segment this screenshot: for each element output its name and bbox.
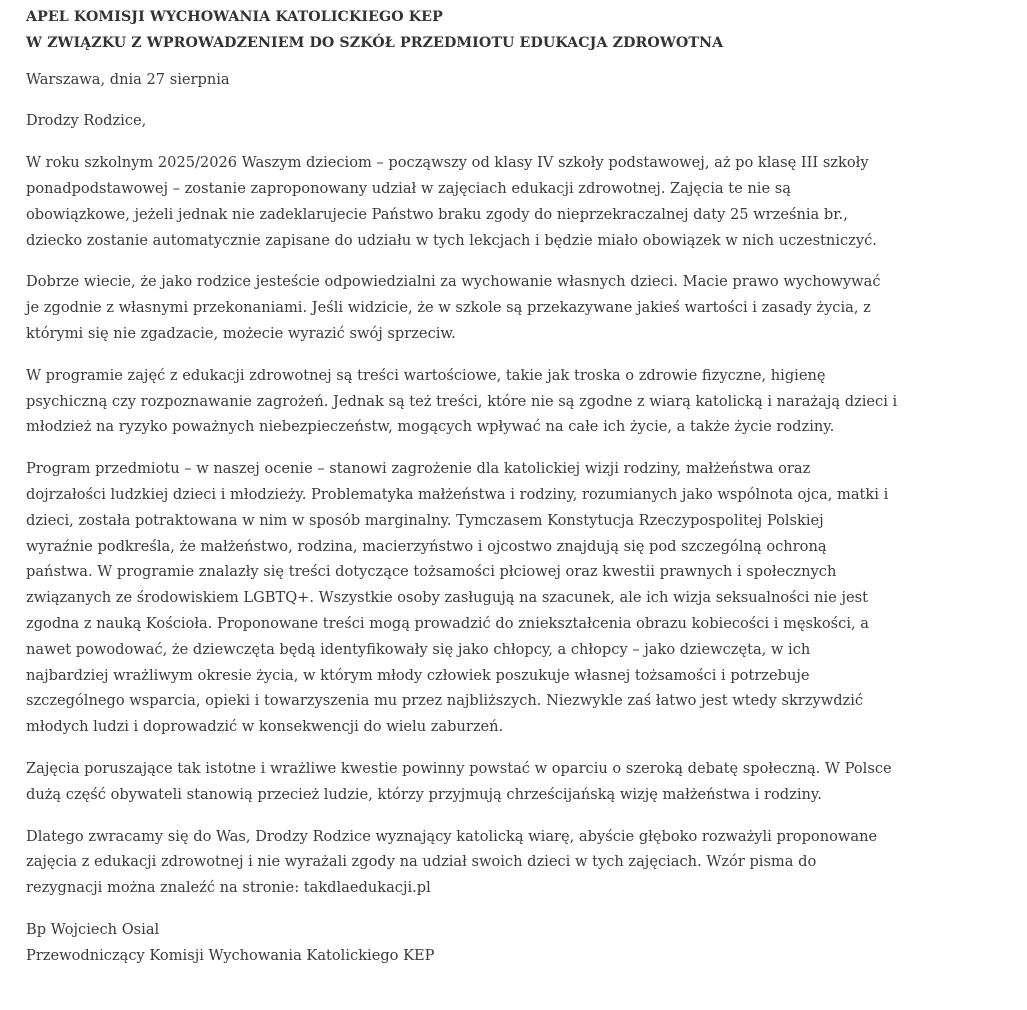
paragraph-line: Dlatego zwracamy się do Was, Drodzy Rodzice wyznający katolicką wiarę, abyście głęboko rozważyli proponowane [26,827,878,845]
paragraph-line: państwa. W programie znalazły się treści dotyczące tożsamości płciowej oraz kwestii prawnych i społecznych [26,563,837,581]
paragraph-1 [26,150,936,253]
paragraph-line: młodzież na ryzyko poważnych niebezpieczeństw, mogących wpływać na całe ich życie, a także życie rodziny. [26,418,835,436]
paragraph-line: młodych ludzi i doprowadzić w konsekwencji do wielu zaburzeń. [26,718,504,736]
signature-name: Bp Wojciech Osial [26,920,160,938]
paragraph-line: wyraźnie podkreśla, że małżeństwo, rodzina, macierzyństwo i ojcostwo znajdują się pod szczególną ochroną [26,537,827,555]
salutation: Drodzy Rodzice, [26,112,147,130]
paragraph-line: Zajęcia poruszające tak istotne i wrażliwe kwestie powinny powstać w oparciu o szeroką debatę społeczną. W Polsce [26,759,892,777]
title-line-1: APEL KOMISJI WYCHOWANIA KATOLICKIEGO KEP [26,9,443,25]
paragraph-line: Dobrze wiecie, że jako rodzice jesteście odpowiedzialni za wychowanie własnych dzieci. Macie prawo wychowywać [26,273,881,291]
paragraph-line: nawet powodować, że dziewczęta będą identyfikowały się jako chłopcy, a chłopcy – jako dziewczęta, w ich [26,640,811,658]
paragraph-line: zajęcia z edukacji zdrowotnej i nie wyrażali zgody na udział swoich dzieci w tych zajęciach. Wzór pisma do [26,853,817,871]
signature-block [26,917,936,969]
place-date: Warszawa, dnia 27 sierpnia [26,70,230,88]
paragraph-line: zgodna z nauką Kościoła. Proponowane treści mogą prowadzić do zniekształcenia obrazu kobiecości i męskości, a [26,614,869,632]
letter-document [26,0,1021,985]
paragraph-line: którymi się nie zgadzacie, możecie wyrazić swój sprzeciw. [26,324,456,342]
paragraph-line: Program przedmiotu – w naszej ocenie – stanowi zagrożenie dla katolickiej wizji rodziny, małżeństwa oraz [26,460,811,478]
paragraph-line: W roku szkolnym 2025/2026 Waszym dzieciom – począwszy od klasy IV szkoły podstawowej, aż po klasę III szkoły [26,154,869,172]
paragraph-line: związanych ze środowiskiem LGBTQ+. Wszystkie osoby zasługują na szacunek, ale ich wizja seksualności nie jest [26,589,868,607]
paragraph-line: dzieci, została potraktowana w nim w sposób marginalny. Tymczasem Konstytucja Rzeczypospolitej Polskiej [26,511,824,529]
paragraph-line: obowiązkowe, jeżeli jednak nie zadeklarujecie Państwo braku zgody do nieprzekraczalnej daty 25 września br., [26,205,848,223]
paragraph-3 [26,363,936,440]
paragraph-5 [26,756,936,808]
paragraph-line: szczególnego wsparcia, opieki i towarzyszenia mu przez najbliższych. Niezwykle zaś łatwo jest wtedy skrzywdzić [26,692,864,710]
paragraph-2 [26,269,936,346]
paragraph-line: psychiczną czy rozpoznawanie zagrożeń. Jednak są też treści, które nie są zgodne z wiarą katolicką i narażają dzieci i [26,392,898,410]
paragraph-line: dużą część obywateli stanowią przecież ludzie, którzy przyjmują chrześcijańską wizję małżeństwa i rodziny. [26,785,822,803]
paragraph-line: je zgodnie z własnymi przekonaniami. Jeśli widzicie, że w szkole są przekazywane jakieś wartości i zasady życia, z [26,299,871,317]
paragraph-line: W programie zajęć z edukacji zdrowotnej są treści wartościowe, takie jak troska o zdrowie fizyczne, higienę [26,366,826,384]
letter-title [26,5,1021,57]
paragraph-line: dojrzałości ludzkiej dzieci i młodzieży. Problematyka małżeństwa i rodziny, rozumianych jako wspólnota ojca, matki i [26,485,889,503]
paragraph-line: ponadpodstawowej – zostanie zaproponowany udział w zajęciach edukacji zdrowotnej. Zajęcia te nie są [26,179,791,197]
signature-role: Przewodniczący Komisji Wychowania Katolickiego KEP [26,946,435,964]
title-line-2: W ZWIĄZKU Z WPROWADZENIEM DO SZKÓŁ PRZEDMIOTU EDUKACJA ZDROWOTNA [26,34,724,51]
paragraph-line: dziecko zostanie automatycznie zapisane do udziału w tych lekcjach i będzie miało obowiązek w nich uczestniczyć. [26,231,877,249]
paragraph-line: rezygnacji można znaleźć na stronie: takdlaedukacji.pl [26,879,431,897]
paragraph-line: najbardziej wrażliwym okresie życia, w którym młody człowiek poszukuje własnej tożsamości i potrzebuje [26,666,810,684]
paragraph-4 [26,456,936,740]
paragraph-6 [26,824,936,901]
